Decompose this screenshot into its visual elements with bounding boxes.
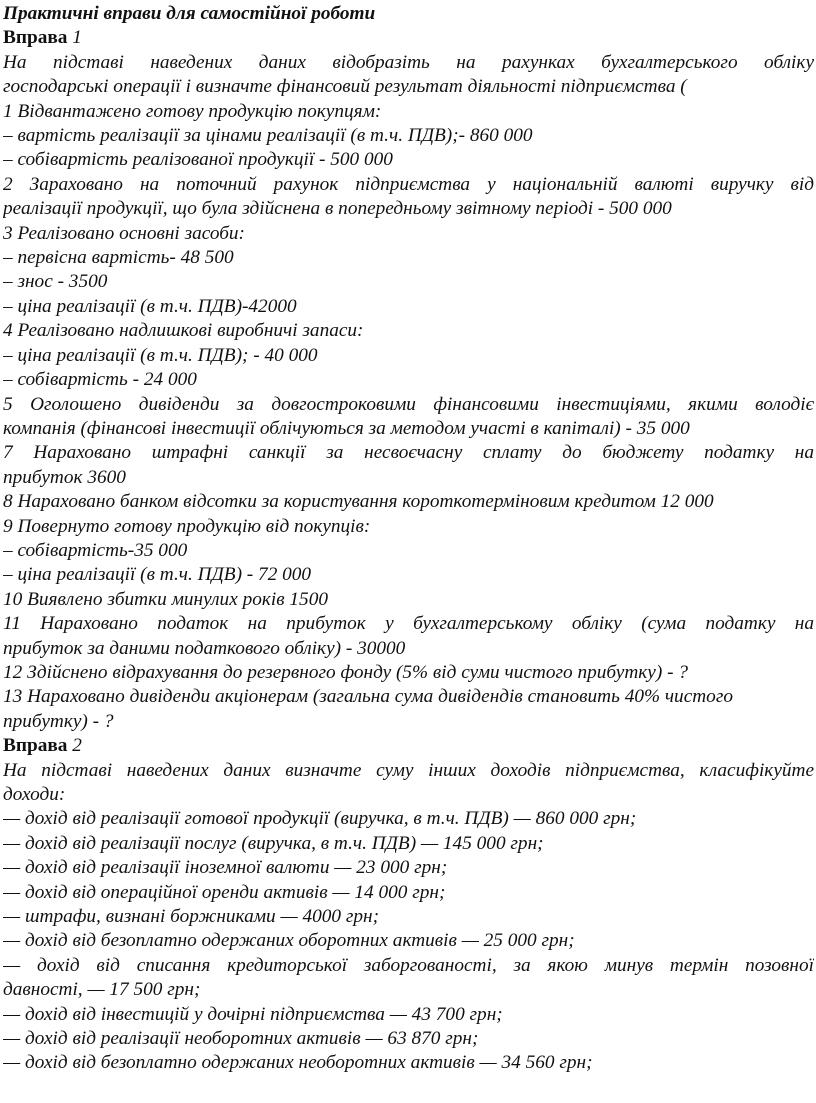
- ex1-line: прибуток 3600: [3, 466, 126, 488]
- ex1-line: реалізації продукції, що була здійснена в попередньому звітному періоді - 500 000: [3, 198, 672, 220]
- ex1-line: 7 Нараховано штрафні санкції за несвоєчасну сплату до бюджету податку на: [3, 442, 814, 464]
- ex2-line: — дохід від безоплатно одержаних оборотних активів — 25 000 грн;: [3, 930, 575, 952]
- ex1-line: – собівартість - 24 000: [3, 369, 197, 391]
- ex2-line: — дохід від інвестицій у дочірні підприємства — 43 700 грн;: [3, 1003, 503, 1025]
- exercise-1-heading: [3, 26, 814, 50]
- ex1-line: прибутку) - ?: [3, 710, 114, 732]
- ex1-line: 2 Зараховано на поточний рахунок підприємства у національній валюті виручку від: [3, 173, 814, 195]
- ex1-line: 13 Нараховано дивіденди акціонерам (загальна сума дивідендів становить 40% чистого: [3, 686, 733, 708]
- ex1-line: – ціна реалізації (в т.ч. ПДВ); - 40 000: [3, 344, 318, 366]
- exercise-2-heading-number: 2: [72, 735, 82, 757]
- exercise-1-heading-number: 1: [72, 27, 82, 49]
- exercise-2-heading: [3, 734, 814, 758]
- ex2-line: — дохід від реалізації іноземної валюти — 23 000 грн;: [3, 857, 448, 879]
- ex1-line: – собівартість-35 000: [3, 539, 188, 561]
- ex1-line: 1 Відвантажено готову продукцію покупцям:: [3, 100, 382, 122]
- ex1-line: – первісна вартість- 48 500: [3, 247, 234, 269]
- ex1-line: – вартість реалізації за цінами реалізації (в т.ч. ПДВ);- 860 000: [3, 125, 533, 147]
- ex1-line: 12 Здійснено відрахування до резервного фонду (5% від суми чистого прибутку) - ?: [3, 661, 688, 683]
- exercise-2-heading-word: Вправа: [3, 735, 68, 757]
- ex2-line: — дохід від реалізації готової продукції (виручка, в т.ч. ПДВ) — 860 000 грн;: [3, 808, 637, 830]
- ex1-line: – знос - 3500: [3, 271, 108, 293]
- ex1-line: 3 Реалізовано основні засоби:: [3, 222, 245, 244]
- ex2-line: давності, — 17 500 грн;: [3, 979, 201, 1001]
- ex2-line: — штрафи, визнані боржниками — 4000 грн;: [3, 906, 380, 928]
- ex2-line: доходи:: [3, 784, 66, 805]
- ex2-line: — дохід від реалізації необоротних активів — 63 870 грн;: [3, 1028, 479, 1050]
- ex1-line: 5 Оголошено дивіденди за довгостроковими фінансовими інвестиціями, якими володіє: [3, 393, 814, 415]
- ex1-line: На підставі наведених даних відобразіть на рахунках бухгалтерського обліку: [3, 51, 814, 73]
- ex1-line: – собівартість реалізованої продукції - 500 000: [3, 149, 393, 171]
- exercise-1-heading-word: Вправа: [3, 27, 68, 49]
- ex1-line: компанія (фінансові інвестиції облічуються за методом участі в капіталі) - 35 000: [3, 417, 690, 439]
- ex2-line: — дохід від реалізації послуг (виручка, в т.ч. ПДВ) — 145 000 грн;: [3, 832, 544, 854]
- ex1-line: прибуток за даними податкового обліку) - 30000: [3, 637, 406, 659]
- ex1-line: 4 Реалізовано надлишкові виробничі запаси:: [3, 320, 364, 342]
- ex1-line: господарські операції і визначте фінансовий результат діяльності підприємства (: [3, 76, 687, 98]
- exercise-1-body: [3, 51, 814, 734]
- ex1-line: – ціна реалізації (в т.ч. ПДВ) - 72 000: [3, 564, 312, 586]
- ex2-line: — дохід від списання кредиторської заборгованості, за якою минув термін позовної: [3, 954, 814, 976]
- ex2-line: — дохід від операційної оренди активів — 14 000 грн;: [3, 881, 446, 903]
- ex1-line: 11 Нараховано податок на прибуток у бухгалтерському обліку (сума податку на: [3, 613, 814, 635]
- ex1-line: 8 Нараховано банком відсотки за користування короткотерміновим кредитом 12 000: [3, 491, 714, 513]
- ex1-line: 10 Виявлено збитки минулих років 1500: [3, 588, 328, 610]
- ex2-line: — дохід від безоплатно одержаних необоротних активів — 34 560 грн;: [3, 1052, 593, 1074]
- page-title: Практичні вправи для самостійної роботи: [3, 3, 376, 24]
- ex1-line: – ціна реалізації (в т.ч. ПДВ)-42000: [3, 295, 297, 317]
- ex2-line: На підставі наведених даних визначте суму інших доходів підприємства, класифікуйте: [3, 759, 814, 781]
- ex1-line: 9 Повернуто готову продукцію від покупців:: [3, 515, 371, 537]
- exercise-2-body: [3, 759, 814, 1076]
